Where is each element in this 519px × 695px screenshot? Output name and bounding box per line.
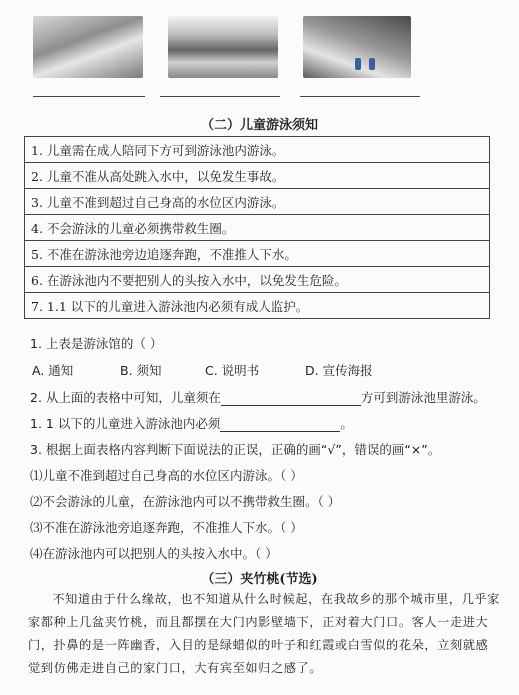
- photo-flowers: [33, 16, 143, 78]
- rules-table: [24, 136, 490, 319]
- question-2-line-1: [30, 388, 486, 406]
- judge-item[interactable]: ⑶不准在游泳池旁追逐奔跑，不准推人下水。（ ）: [30, 520, 303, 535]
- answer-line[interactable]: [33, 96, 145, 97]
- judge-item[interactable]: ⑴儿童不准到超过自己身高的水位区内游泳。（ ）: [30, 468, 303, 483]
- rule-row: 5. 不准在游泳池旁边追逐奔跑，不准推人下水。: [25, 241, 490, 267]
- answer-line[interactable]: [300, 96, 420, 97]
- rule-row: 1. 儿童需在成人陪同下方可到游泳池内游泳。: [25, 137, 490, 163]
- question-2-text: 1. 1 以下的儿童进入游泳池内必须: [30, 416, 221, 431]
- option-b[interactable]: B. 须知: [120, 363, 162, 378]
- figure-person: [355, 58, 361, 70]
- essay-paragraph: 不知道由于什么缘故，也不知道从什么时候起，在我故乡的那个城市里，几乎家家都种上几盆夹竹桃，而且都摆在大门内影壁墙下，正对着大门口。客人一走进大门，扑鼻的是一阵幽香，入目的是绿蜡似的叶子和红霞或白雪似的花朵，立刻就感觉到仿佛走进自己的家门口，大有宾至如归之感了。: [28, 592, 500, 675]
- question-2-text: 2. 从上面的表格中可知，儿童须在: [30, 390, 221, 405]
- option-a[interactable]: A. 通知: [32, 363, 74, 378]
- rule-row: 3. 儿童不准到超过自己身高的水位区内游泳。: [25, 189, 490, 215]
- section-title: （三）夹竹桃(节选): [201, 572, 318, 587]
- rule-row: 2. 儿童不准从高处跳入水中，以免发生事故。: [25, 163, 490, 189]
- answer-line[interactable]: [160, 96, 280, 97]
- question-2-text: 方可到游泳池里游泳。: [360, 390, 486, 405]
- question-2-line-2: [30, 414, 353, 432]
- question-3-stem: 3. 根据上面表格内容判断下面说法的正误，正确的画“√”，错误的画“×”。: [30, 442, 441, 457]
- question-1-stem: 1. 上表是游泳馆的（ ）: [30, 336, 163, 351]
- option-d[interactable]: D. 宣传海报: [305, 363, 373, 378]
- rule-row: 4. 不会游泳的儿童必须携带救生圈。: [25, 215, 490, 241]
- judge-item[interactable]: ⑵不会游泳的儿童，在游泳池内可以不携带救生圈。（ ）: [30, 494, 341, 509]
- rule-row: 7. 1.1 以下的儿童进入游泳池内必须有成人监护。: [25, 293, 490, 319]
- option-c[interactable]: C. 说明书: [205, 363, 260, 378]
- rule-row: 6. 在游泳池内不要把别人的头按入水中，以免发生危险。: [25, 267, 490, 293]
- answer-blank[interactable]: [220, 417, 340, 432]
- photo-trees: [303, 16, 411, 78]
- judge-item[interactable]: ⑷在游泳池内可以把别人的头按入水中。（ ）: [30, 546, 278, 561]
- photo-river: [168, 16, 278, 78]
- section-title: （二）儿童游泳须知: [200, 118, 318, 133]
- question-2-text: 。: [340, 416, 353, 431]
- answer-blank[interactable]: [221, 391, 361, 406]
- figure-person: [369, 58, 375, 70]
